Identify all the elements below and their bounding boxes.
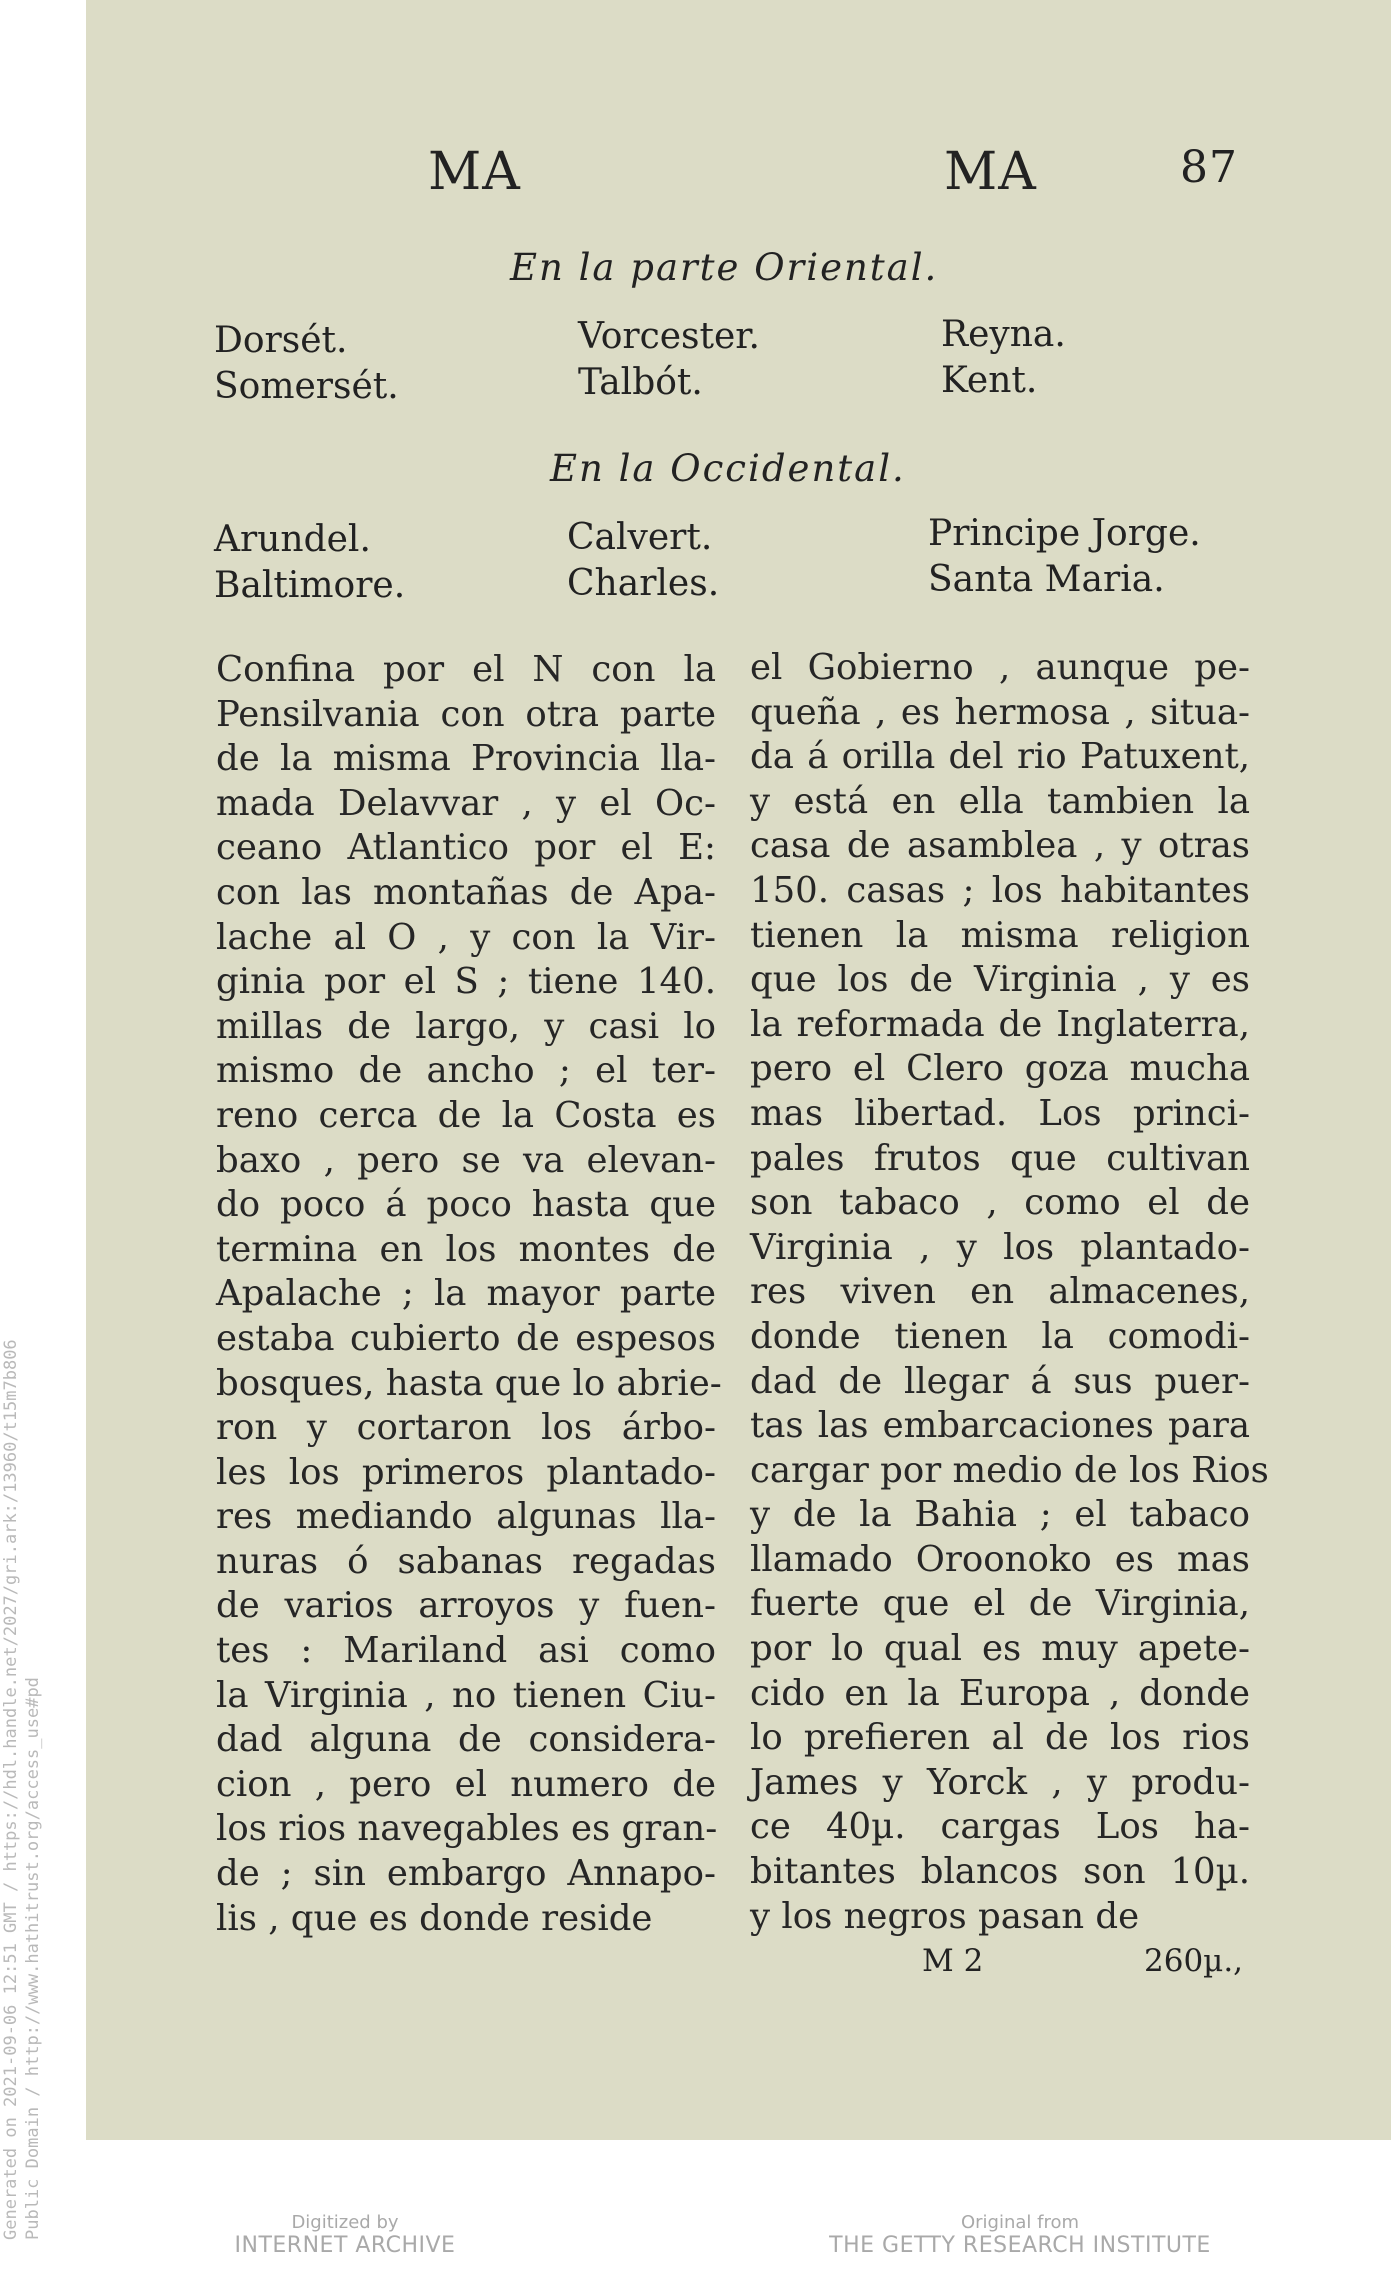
county-name: Baltimore. [214, 565, 406, 606]
text-line: bitantes blancos son 10µ. [750, 1851, 1250, 1893]
text-line: do poco á poco hasta que [216, 1184, 716, 1226]
county-name: Principe Jorge. [928, 513, 1201, 554]
body-text-left-column [216, 648, 722, 1941]
text-line: mas libertad. Los princi- [750, 1092, 1250, 1134]
digitized-by-label: Digitized by [291, 2212, 399, 2233]
text-line: mismo de ancho ; el ter- [216, 1050, 716, 1092]
text-line: tienen la misma religion [750, 914, 1250, 956]
text-line: ce 40µ. cargas Los ha- [750, 1806, 1250, 1848]
county-name: Somersét. [214, 366, 399, 407]
text-line: queña , es hermosa , situa- [750, 691, 1250, 733]
text-line: la Virginia , no tienen Ciu- [216, 1674, 716, 1716]
text-line: cido en la Europa , donde [750, 1672, 1250, 1714]
text-line: res mediando algunas lla- [216, 1496, 716, 1538]
county-name: Vorcester. [578, 316, 760, 357]
county-list-col2 [578, 314, 760, 406]
signature-mark: M 2 [922, 1943, 984, 1979]
text-line: que los de Virginia , y es [750, 959, 1250, 1001]
text-line: lo prefieren al de los rios [750, 1717, 1250, 1759]
original-from-name: THE GETTY RESEARCH INSTITUTE [829, 2233, 1211, 2258]
text-line: termina en los montes de [216, 1228, 716, 1270]
county-list-col3 [941, 312, 1066, 404]
text-line: cargar por medio de los Rios [750, 1449, 1269, 1491]
county-name: Dorsét. [214, 320, 348, 361]
county-name: Talbót. [578, 362, 703, 403]
catchword: 260µ., [1144, 1943, 1244, 1979]
text-line: pero el Clero goza mucha [750, 1048, 1250, 1090]
text-line: Confina por el N con la [216, 649, 716, 690]
text-line: ron y cortaron los árbo- [216, 1407, 716, 1449]
county-name: Calvert. [567, 517, 713, 558]
text-line: les los primeros plantado- [216, 1451, 716, 1493]
text-line: 150. casas ; los habitantes [750, 869, 1250, 911]
text-line: fuerte que el de Virginia, [750, 1583, 1250, 1625]
text-line: y de la Bahia ; el tabaco [750, 1494, 1250, 1536]
text-line: ginia por el S ; tiene 140. [216, 961, 716, 1003]
text-line: bosques, hasta que lo abrie- [216, 1362, 722, 1404]
text-line: por lo qual es muy apete- [750, 1628, 1250, 1670]
text-line: Virginia , y los plantado- [750, 1226, 1250, 1268]
county-name: Kent. [941, 360, 1038, 401]
county-name: Reyna. [941, 314, 1066, 355]
text-line: dad alguna de considera- [216, 1719, 716, 1761]
text-line: y está en ella tambien la [750, 780, 1250, 822]
text-line: estaba cubierto de espesos [216, 1317, 716, 1359]
text-line: James y Yorck , y produ- [750, 1761, 1250, 1803]
text-line: llamado Oroonoko es mas [750, 1538, 1250, 1580]
county-list-col2 [567, 515, 719, 607]
text-line: casa de asamblea , y otras [750, 825, 1250, 867]
text-line: reno cerca de la Costa es [216, 1094, 716, 1136]
text-line: ceano Atlantico por el E: [216, 827, 716, 869]
section-title-oriental: En la parte Oriental. [510, 246, 939, 289]
text-line: res viven en almacenes, [750, 1271, 1250, 1313]
text-line: lis , que es donde reside [216, 1897, 653, 1939]
text-line: millas de largo, y casi lo [216, 1005, 716, 1047]
body-text-right-column [750, 646, 1269, 1939]
text-line: pales frutos que cultivan [750, 1137, 1250, 1179]
county-name: Charles. [567, 563, 720, 604]
county-list-col1 [214, 318, 399, 410]
text-line: cion , pero el numero de [216, 1763, 716, 1805]
text-line: de varios arroyos y fuen- [216, 1585, 716, 1627]
generated-notice-line: Generated on 2021-09-06 12:51 GMT / https://hdl.handle.net/2027/gri.ark:/13960/t15m7b806 [1, 1339, 21, 2240]
text-line: donde tienen la comodi- [750, 1315, 1250, 1357]
text-line: Pensilvania con otra parte [216, 693, 716, 735]
text-line: mada Delavvar , y el Oc- [216, 782, 716, 824]
scanned-page [86, 0, 1391, 2140]
text-line: el Gobierno , aunque pe- [750, 647, 1250, 688]
text-line: tas las embarcaciones para [750, 1405, 1250, 1447]
county-name: Arundel. [214, 519, 371, 560]
text-line: Apalache ; la mayor parte [216, 1273, 716, 1315]
text-line: dad de llegar á sus puer- [750, 1360, 1250, 1402]
page-number: 87 [1180, 142, 1238, 193]
license-notice-line: Public Domain / http://www.hathitrust.org/access_use#pd [23, 1677, 43, 2240]
text-line: tes : Mariland asi como [216, 1630, 716, 1672]
original-from-credit [820, 2212, 1220, 2258]
section-title-occidental: En la Occidental. [550, 447, 906, 490]
original-from-label: Original from [960, 2212, 1080, 2233]
county-name: Santa Maria. [928, 559, 1165, 600]
county-list-col3 [928, 511, 1201, 603]
county-list-col1 [214, 517, 405, 609]
digitized-by-credit [220, 2212, 470, 2258]
text-line: nuras ó sabanas regadas [216, 1540, 716, 1582]
text-line: y los negros pasan de [750, 1895, 1140, 1937]
text-line: la reformada de Inglaterra, [750, 1003, 1250, 1045]
text-line: son tabaco , como el de [750, 1182, 1250, 1224]
text-line: da á orilla del rio Patuxent, [750, 736, 1250, 778]
text-line: los rios navegables es gran- [216, 1808, 718, 1850]
text-line: con las montañas de Apa- [216, 871, 716, 913]
text-line: de ; sin embargo Annapo- [216, 1853, 716, 1895]
running-head-center: MA [944, 142, 1037, 202]
text-line: lache al O , y con la Vir- [216, 916, 716, 958]
text-line: de la misma Provincia lla- [216, 738, 716, 780]
text-line: baxo , pero se va elevan- [216, 1139, 716, 1181]
digitized-by-name: INTERNET ARCHIVE [234, 2233, 456, 2258]
running-head-left: MA [428, 142, 521, 202]
